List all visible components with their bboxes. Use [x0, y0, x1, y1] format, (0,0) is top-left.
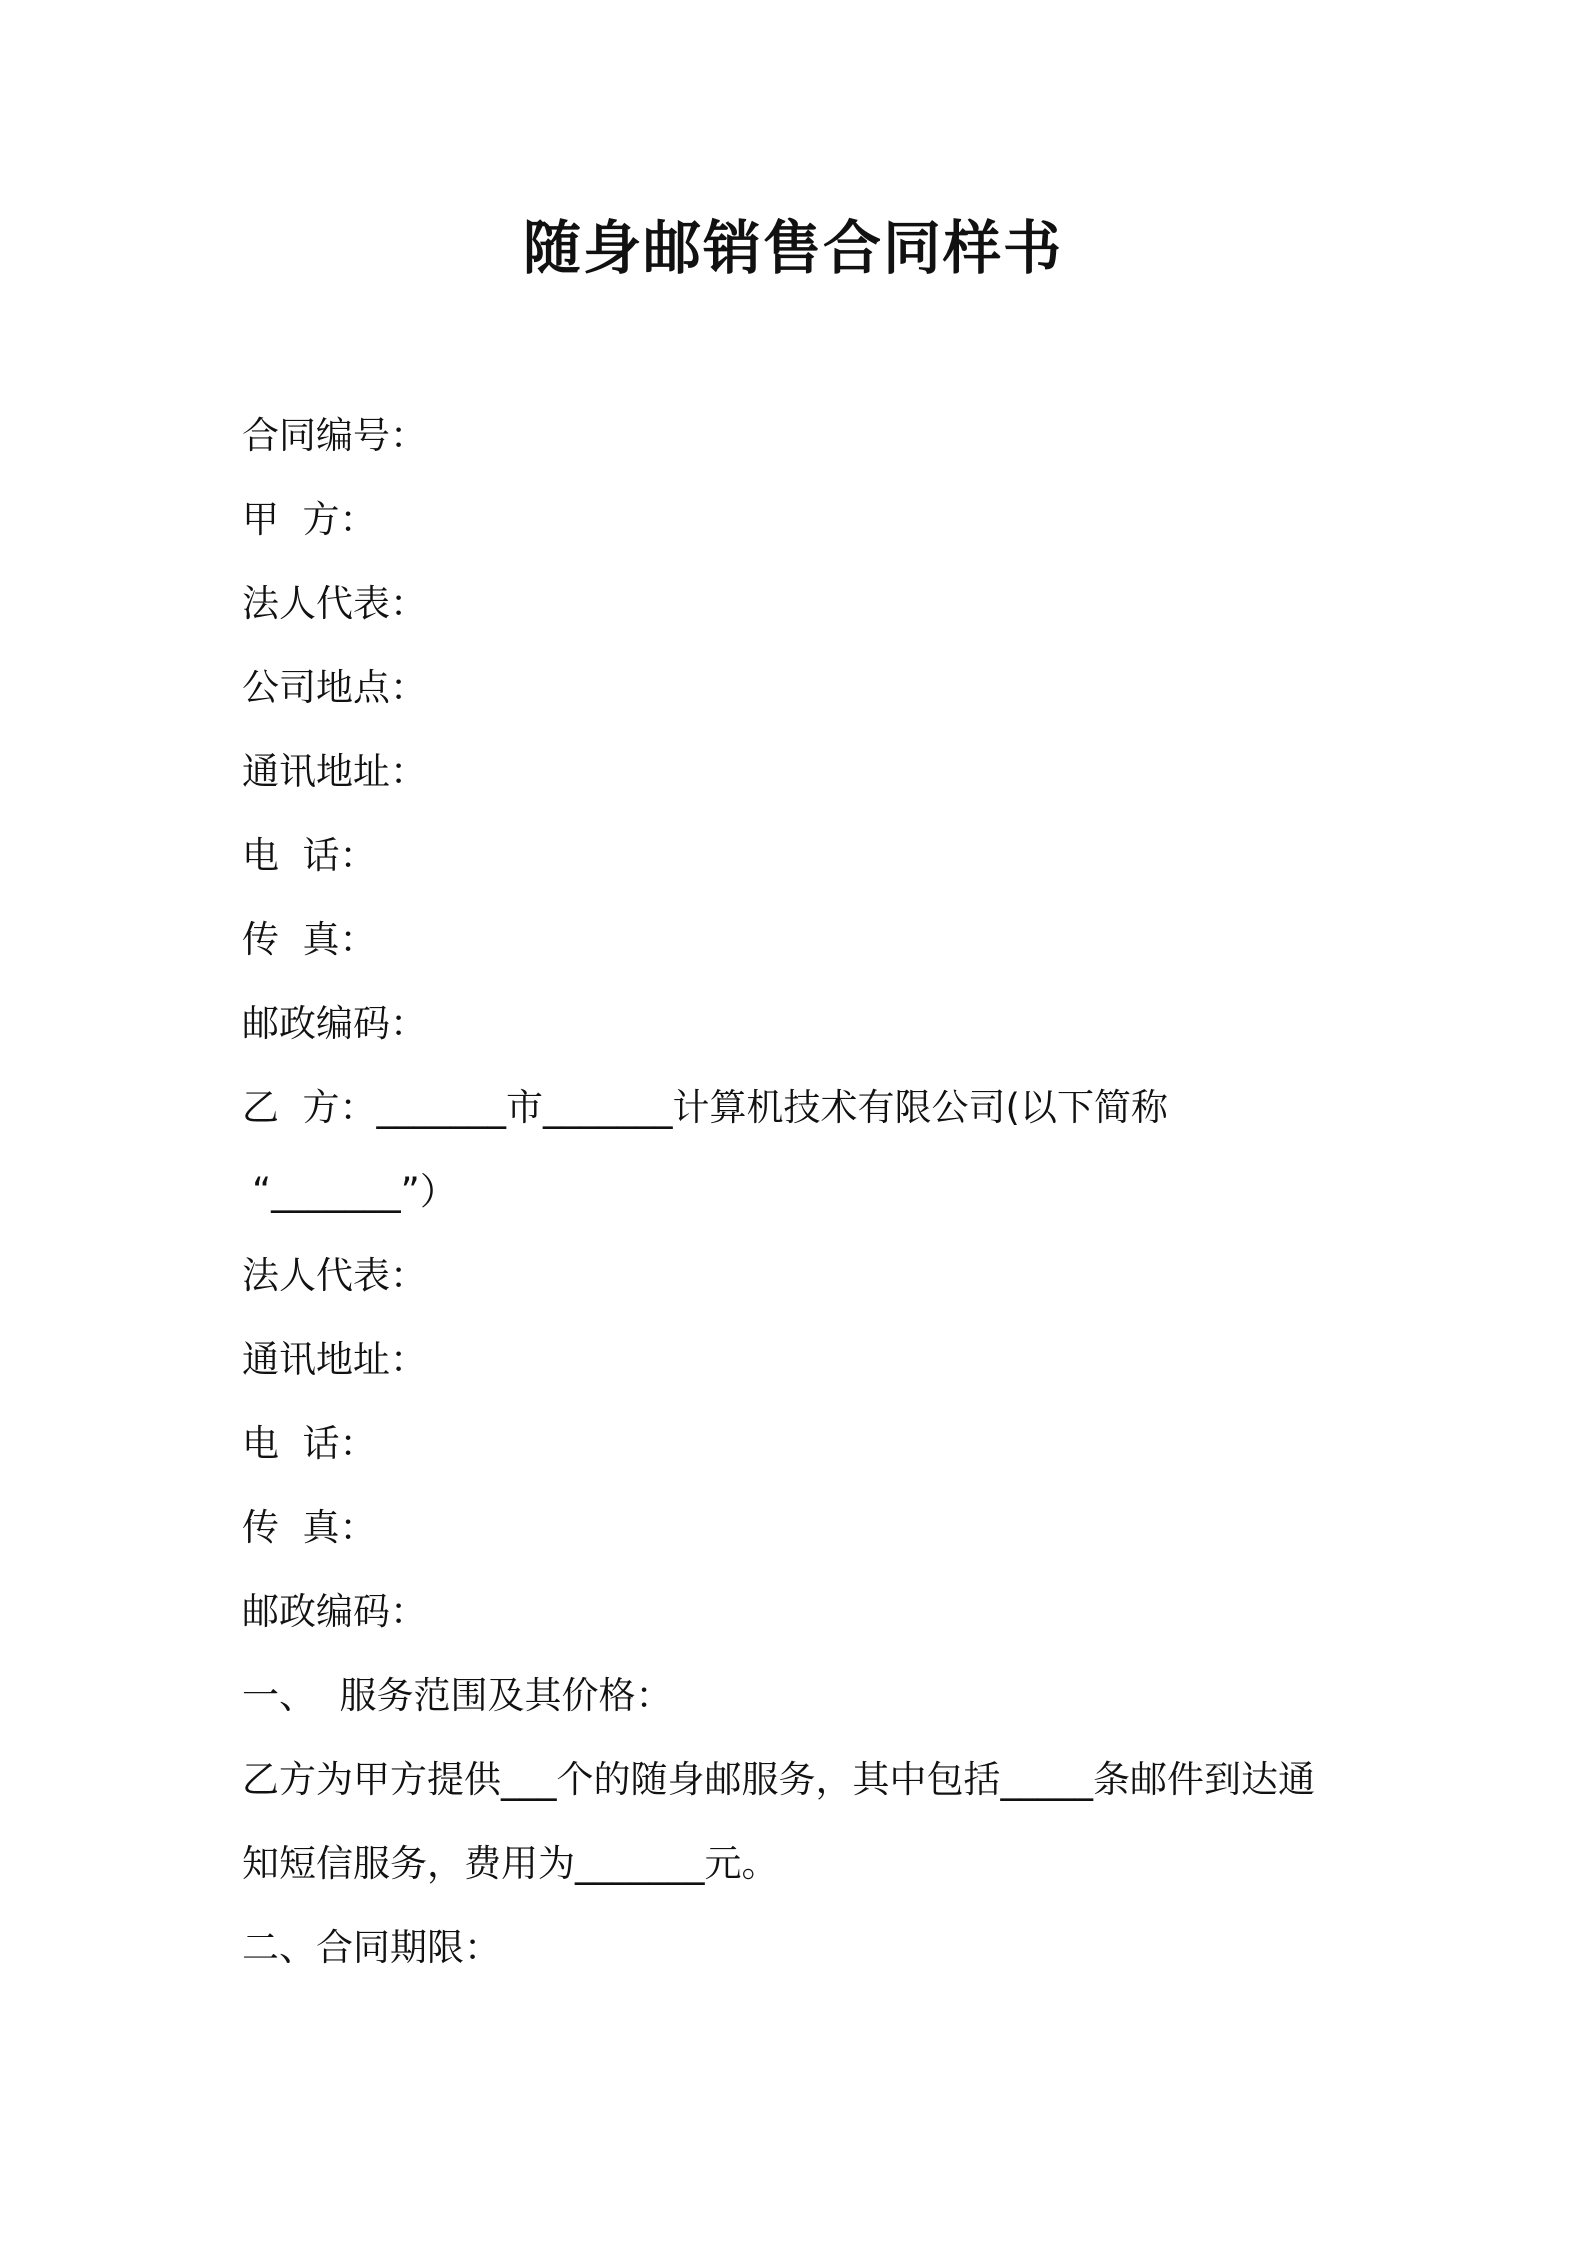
section-1-paragraph-line-1: 乙方为甲方提供___个的随身邮服务，其中包括_____条邮件到达通: [242, 1758, 1315, 1801]
party-a-label: 甲 方：: [242, 498, 377, 541]
party-b-legal-rep-label: 法人代表：: [242, 1254, 427, 1297]
party-a-company-location-label: 公司地点：: [242, 666, 427, 709]
party-b-line-2: “_______”）: [252, 1170, 457, 1213]
contract-number-label: 合同编号：: [242, 414, 427, 457]
party-a-fax-label: 传 真：: [242, 918, 377, 961]
party-a-phone-label: 电 话：: [242, 834, 377, 877]
document-title: 随身邮销售合同样书: [522, 214, 1063, 282]
party-b-fax-label: 传 真：: [242, 1506, 377, 1549]
party-a-legal-rep-label: 法人代表：: [242, 582, 427, 625]
party-b-mailing-address-label: 通讯地址：: [242, 1338, 427, 1381]
party-a-postcode-label: 邮政编码：: [242, 1002, 427, 1045]
section-2-heading: 二、合同期限：: [242, 1926, 501, 1969]
section-1-heading: 一、 服务范围及其价格：: [242, 1674, 673, 1717]
section-1-paragraph-line-2: 知短信服务，费用为_______元。: [242, 1842, 779, 1885]
party-b-postcode-label: 邮政编码：: [242, 1590, 427, 1633]
party-b-phone-label: 电 话：: [242, 1422, 377, 1465]
party-a-mailing-address-label: 通讯地址：: [242, 750, 427, 793]
party-b-line-1: 乙 方：_______市_______计算机技术有限公司(以下简称: [242, 1086, 1168, 1129]
